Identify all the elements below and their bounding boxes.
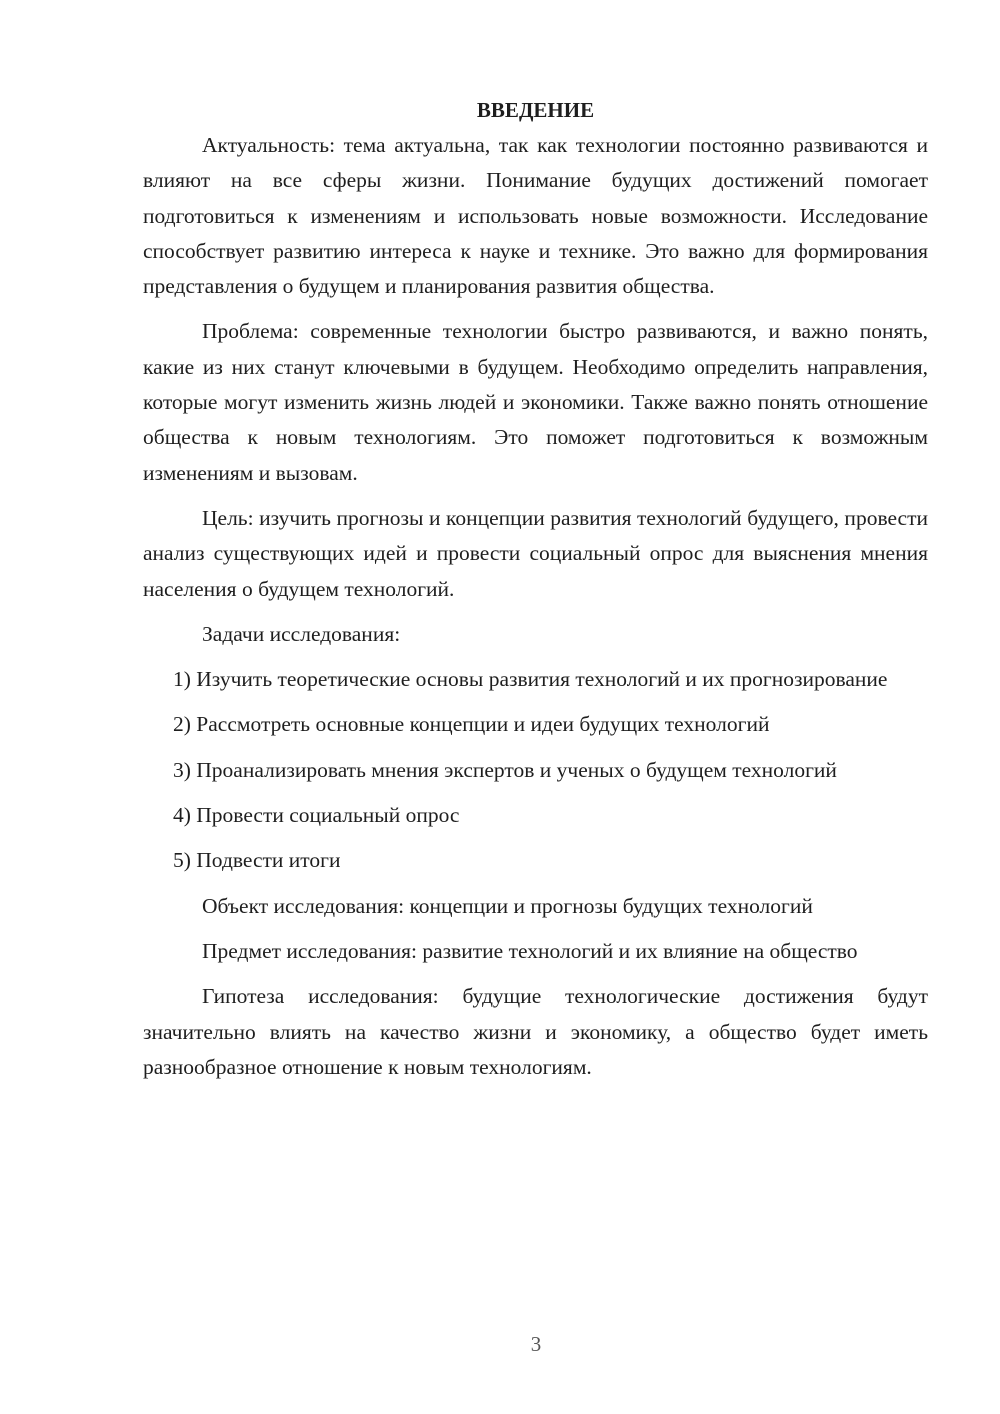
task-item-3: 3) Проанализировать мнения экспертов и ученых о будущем технологий bbox=[173, 757, 837, 782]
task-item-5: 5) Подвести итоги bbox=[173, 848, 341, 873]
relevance-paragraph: Актуальность: тема актуальна, так как технологии постоянно развиваются и влияют на все сферы жизни. Понимание будущих достижений помогает подготовиться к изменениям и использовать новые возможности. Исследование способствует развитию интереса к науке и технике. Это важно для формирования представления о будущем и планирования развития общества. bbox=[143, 133, 928, 299]
object-paragraph: Объект исследования: концепции и прогнозы будущих технологий bbox=[202, 893, 813, 918]
tasks-heading: Задачи исследования: bbox=[202, 621, 401, 646]
task-item-1: 1) Изучить теоретические основы развития технологий и их прогнозирование bbox=[173, 667, 888, 692]
goal-paragraph: Цель: изучить прогнозы и концепции развития технологий будущего, провести анализ существующих идей и провести социальный опрос для выяснения мнения населения о будущем технологий. bbox=[143, 505, 928, 601]
page-number: 3 bbox=[530, 1332, 542, 1356]
hypothesis-paragraph: Гипотеза исследования: будущие технологические достижения будут значительно влиять на качество жизни и экономику, а общество будет иметь разнообразное отношение к новым технологиям. bbox=[143, 984, 928, 1079]
subject-paragraph: Предмет исследования: развитие технологий и их влияние на общество bbox=[202, 938, 858, 963]
problem-paragraph: Проблема: современные технологии быстро развиваются, и важно понять, какие из них станут ключевыми в будущем. Необходимо определить направления, которые могут изменить жизнь людей и экономики. Также важно понять отношение общества к новым технологиям. Это поможет подготовиться к возможным изменениям и вызовам. bbox=[143, 319, 928, 485]
task-item-2: 2) Рассмотреть основные концепции и идеи будущих технологий bbox=[173, 712, 770, 737]
page-content bbox=[143, 95, 928, 1095]
task-item-4: 4) Провести социальный опрос bbox=[173, 803, 460, 828]
page-title: ВВЕДЕНИЕ bbox=[476, 98, 595, 122]
